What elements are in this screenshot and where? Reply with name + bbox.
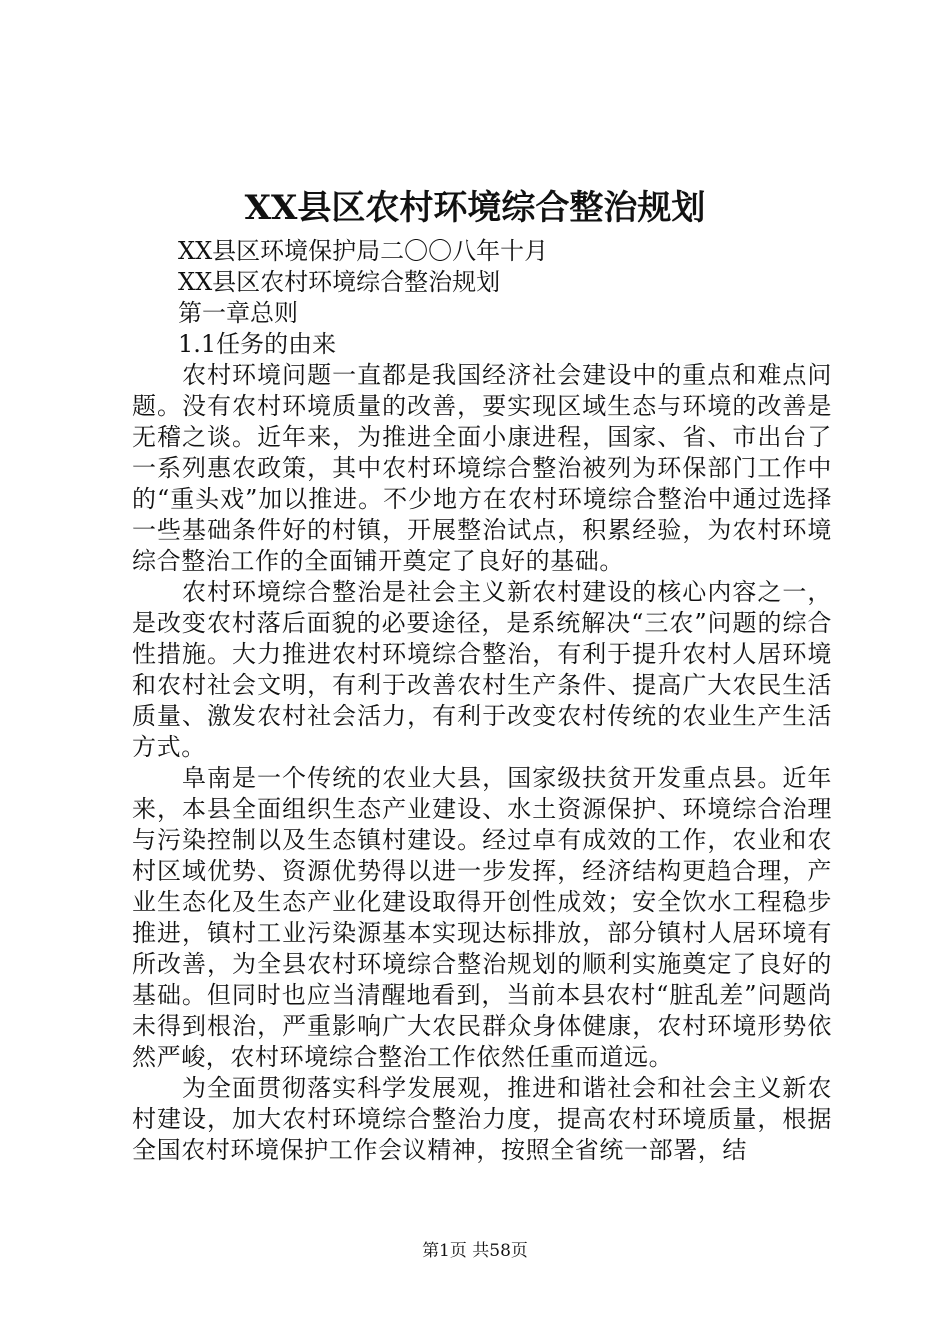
subtitle-line: XX县区农村环境综合整治规划 [178, 268, 501, 296]
body-paragraph-3: 阜南是一个传统的农业大县，国家级扶贫开发重点县。近年来，本县全面组织生态产业建设、水土资源保护、环境综合治理与污染控制以及生态镇村建设。经过卓有成效的工作，农业和农村区域优势、资源优势得以进一步发挥，经济结构更趋合理，产业生态化及生态产业化建设取得开创性成效；安全饮水工程稳步推进，镇村工业污染源基本实现达标排放，部分镇村人居环境有所改善，为全县农村环境综合整治规划的顺利实施奠定了良好的基础。但同时也应当清醒地看到，当前本县农村“脏乱差”问题尚未得到根治，严重影响广大农民群众身体健康，农村环境形势依然严峻，农村环境综合整治工作依然任重而道远。 [132, 764, 832, 1071]
section-heading: 1.1任务的由来 [178, 330, 337, 358]
document-title: XX县区农村环境综合整治规划 [244, 188, 706, 228]
body-paragraph-4: 为全面贯彻落实科学发展观，推进和谐社会和社会主义新农村建设，加大农村环境综合整治力度，提高农村环境质量，根据全国农村环境保护工作会议精神，按照全省统一部署，结 [132, 1074, 832, 1164]
page-footer: 第1页 共58页 [422, 1241, 528, 1261]
body-paragraph-1: 农村环境问题一直都是我国经济社会建设中的重点和难点问题。没有农村环境质量的改善，要实现区域生态与环境的改善是无稽之谈。近年来，为推进全面小康进程，国家、省、市出台了一系列惠农政策，其中农村环境综合整治被列为环保部门工作中的“重头戏”加以推进。不少地方在农村环境综合整治中通过选择一些基础条件好的村镇，开展整治试点，积累经验，为农村环境综合整治工作的全面铺开奠定了良好的基础。 [132, 361, 832, 575]
issuer-line: XX县区环境保护局二〇〇八年十月 [178, 237, 549, 265]
document-body [132, 236, 832, 1166]
body-paragraph-2: 农村环境综合整治是社会主义新农村建设的核心内容之一，是改变农村落后面貌的必要途径，是系统解决“三农”问题的综合性措施。大力推进农村环境综合整治，有利于提升农村人居环境和农村社会文明，有利于改善农村生产条件、提高广大农民生活质量、激发农村社会活力，有利于改变农村传统的农业生产生活方式。 [132, 578, 832, 761]
chapter-heading: 第一章总则 [178, 299, 298, 327]
